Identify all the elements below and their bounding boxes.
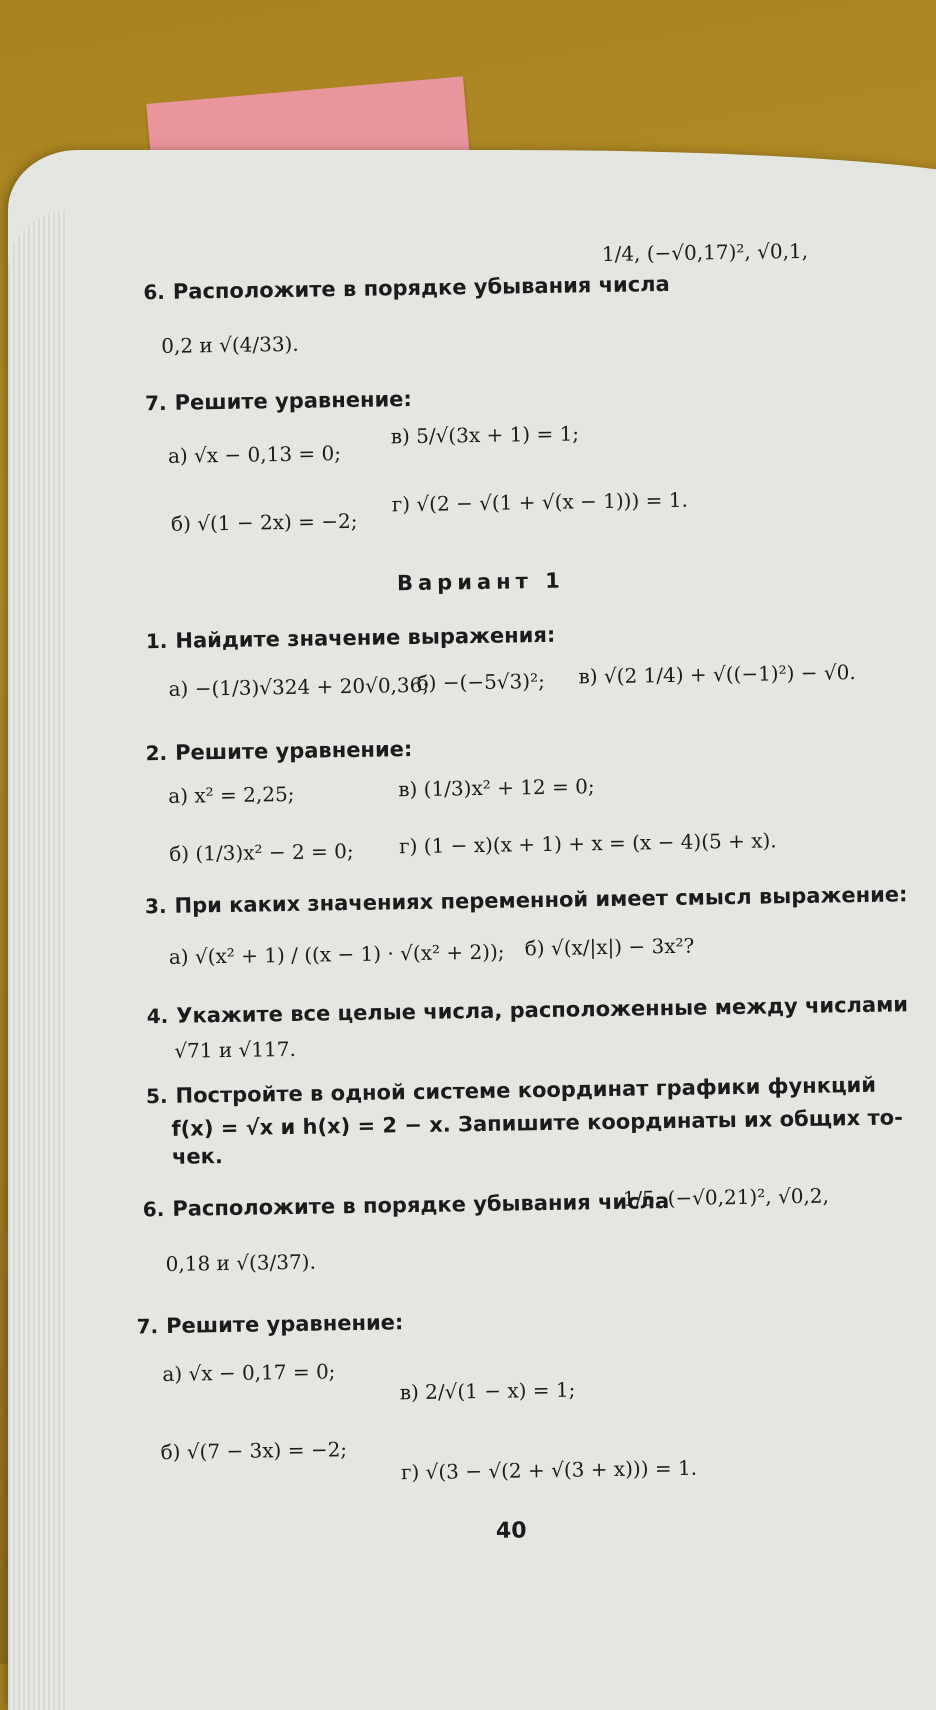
task-7 — [136, 1311, 403, 1338]
task-number: 2. — [145, 740, 168, 766]
task-4-values — [174, 1038, 296, 1062]
task-text: Расположите в порядке убывания числа — [172, 271, 670, 304]
math-expression: б) (1/3)x² − 2 = 0; — [169, 838, 354, 866]
task-6-prev — [143, 273, 670, 304]
task-text: Постройте в одной системе координат графики функций — [175, 1072, 877, 1108]
math-expression: б) √(1 − 2x) = −2; — [170, 508, 358, 536]
task-1 — [146, 624, 556, 654]
task-3-b — [525, 935, 695, 960]
task-2 — [145, 738, 412, 765]
math-expression: а) √(x² + 1) / ((x − 1) · √(x² + 2)); — [168, 939, 505, 969]
math-expression: б) √(x/|x|) − 3x²? — [524, 933, 695, 961]
task-number: 7. — [136, 1314, 159, 1339]
math-expression: г) (1 − x)(x + 1) + x = (x − 4)(5 + x). — [398, 828, 777, 859]
task-number: 3. — [144, 893, 167, 919]
math-expression: г) √(2 − √(1 + √(x − 1))) = 1. — [391, 487, 689, 517]
math-expression: а) √x − 0,17 = 0; — [162, 1359, 336, 1387]
task-text: Найдите значение выражения: — [175, 622, 556, 653]
task-2-b — [169, 840, 354, 865]
task-5-line-2: f(x) = √x и h(x) = 2 − x. Запишите координаты их общих то- — [171, 1105, 903, 1141]
task-3 — [145, 883, 908, 918]
task-7-prev-g — [392, 489, 688, 516]
task-7-a — [162, 1360, 335, 1385]
task-7-prev-b — [171, 510, 358, 535]
task-number: 1. — [145, 628, 168, 654]
math-expression: √71 и √117. — [174, 1036, 297, 1063]
math-expression: б) −(−5√3)²; — [416, 668, 546, 695]
task-text: Расположите в порядке убывания числа — [172, 1189, 670, 1221]
task-4 — [147, 993, 909, 1028]
math-expression: в) √(2 1/4) + √((−1)²) − √0. — [578, 660, 856, 689]
task-6-prev-values-2 — [161, 333, 299, 357]
task-text: Решите уравнение: — [174, 737, 413, 765]
task-5-line-3: чек. — [171, 1144, 224, 1169]
task-number: 7. — [144, 390, 167, 416]
task-7-prev — [145, 388, 412, 415]
task-text: Укажите все целые числа, расположенные между числами — [176, 992, 909, 1028]
task-1-b — [416, 670, 545, 694]
task-6-values — [623, 1185, 830, 1210]
math-expression: в) (1/3)x² + 12 = 0; — [398, 774, 595, 802]
math-expression: а) −(1/3)√324 + 20√0,36; — [168, 672, 430, 701]
task-number: 6. — [142, 1196, 165, 1222]
task-number: 4. — [146, 1003, 169, 1029]
task-2-g — [399, 829, 777, 857]
math-expression: а) √x − 0,13 = 0; — [167, 441, 342, 468]
task-number: 5. — [145, 1083, 168, 1109]
math-expression: а) x² = 2,25; — [168, 781, 295, 808]
task-text: Решите уравнение: — [165, 1310, 404, 1338]
math-expression: 0,2 и √(4/33). — [161, 331, 299, 358]
math-expression: 0,18 и √(3/37). — [165, 1249, 317, 1276]
task-3-a — [169, 941, 505, 968]
math-expression: в) 2/√(1 − x) = 1; — [399, 1377, 576, 1405]
page-number: 40 — [495, 1518, 527, 1544]
task-6-prev-values — [602, 240, 809, 265]
task-7-v — [400, 1379, 576, 1404]
task-7-prev-v — [391, 422, 580, 447]
task-2-a — [168, 783, 294, 807]
task-6-values-2 — [166, 1251, 317, 1275]
task-5 — [146, 1074, 876, 1109]
task-number: 6. — [143, 279, 166, 305]
task-6 — [143, 1190, 670, 1221]
task-7-prev-a — [168, 442, 341, 467]
math-expression: г) √(3 − √(2 + √(3 + x))) = 1. — [400, 1455, 698, 1485]
task-text: Решите уравнение: — [174, 387, 413, 415]
task-7-g — [401, 1457, 697, 1484]
task-1-a — [168, 674, 429, 700]
math-expression: в) 5/√(3x + 1) = 1; — [390, 421, 580, 449]
math-expression: 1/4, (−√0,17)², √0,1, — [601, 238, 809, 267]
variant-title: Вариант 1 — [396, 568, 565, 596]
math-expression: 1/5, (−√0,21)², √0,2, — [622, 1183, 830, 1211]
task-1-v — [578, 661, 856, 687]
task-2-v — [398, 775, 595, 800]
math-expression: б) √(7 − 3x) = −2; — [160, 1437, 348, 1465]
task-7-b — [160, 1438, 347, 1463]
task-text: При каких значениях переменной имеет смысл выражение: — [174, 882, 908, 918]
